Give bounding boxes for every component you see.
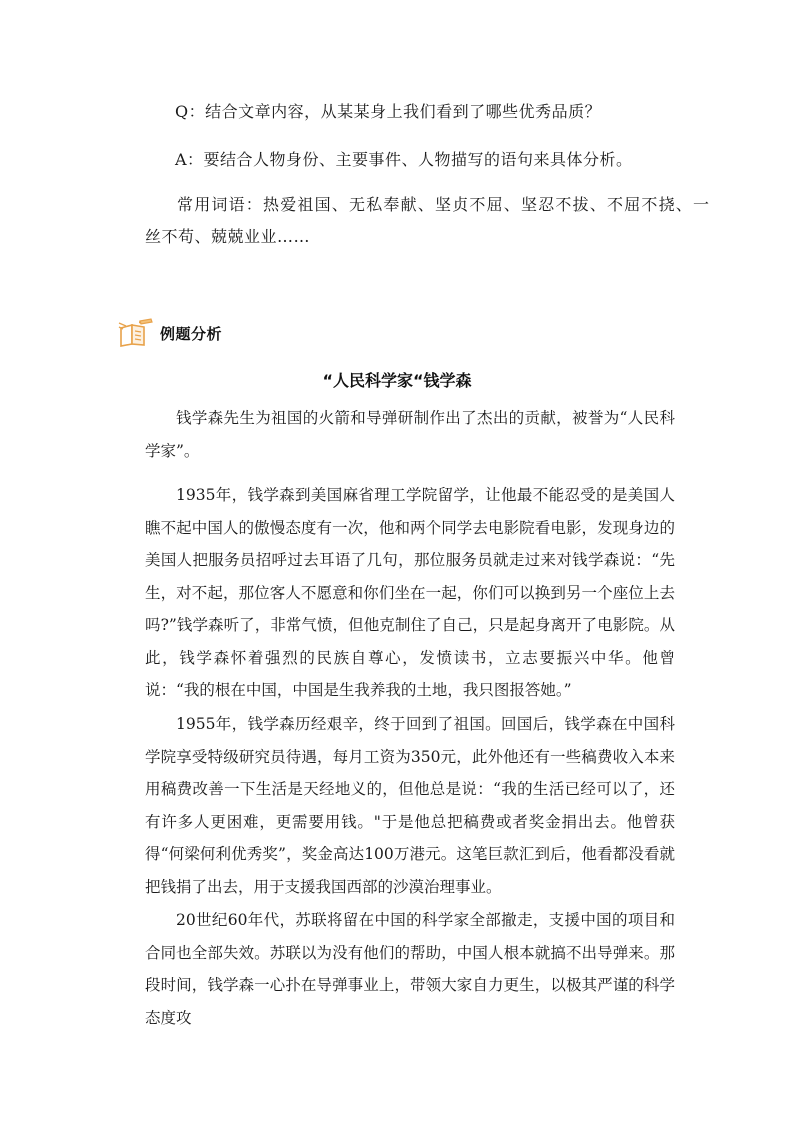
section-header	[118, 315, 222, 351]
article-paragraph: 20世纪60年代，苏联将留在中国的科学家全部撤走，支援中国的项目和合同也全部失效。苏联以为没有他们的帮助，中国人根本就搞不出导弹来。那段时间，钱学森一心扑在导弹事业上，带领大家自力更生，以极其严谨的科学态度攻	[145, 911, 675, 1027]
article-paragraph: 1955年，钱学森历经艰辛，终于回到了祖国。回国后，钱学森在中国科学院享受特级研究员待遇，每月工资为350元，此外他还有一些稿费收入本来用稿费改善一下生活是天经地义的，但他总是说：“我的生活已经可以了，还有许多人更困难，更需要用钱。"于是他总把稿费或者奖金捐出去。他曾获得“何梁何利优秀奖”，奖金高达100万港元。这笔巨款汇到后，他看都没看就把钱捐了出去，用于支援我国西部的沙漠治理事业。	[145, 715, 675, 896]
article-title: “人民科学家“钱学森	[322, 371, 472, 390]
answer-text: A：要结合人物身份、主要事件、人物描写的语句来具体分析。	[175, 150, 633, 169]
book-pencil-icon	[118, 318, 154, 348]
common-words-line-2: 丝不苟、兢兢业业……	[145, 227, 311, 246]
section-title: 例题分析	[160, 324, 223, 343]
article-paragraph: 钱学森先生为祖国的火箭和导弹研制作出了杰出的贡献，被誉为“人民科学家”。	[145, 409, 675, 460]
question-text: Q：结合文章内容，从某某身上我们看到了哪些优秀品质？	[175, 102, 602, 121]
common-words-line-1: 常用词语：热爱祖国、无私奉献、坚贞不屈、坚忍不拔、不屈不挠、一	[177, 195, 711, 214]
article-paragraph: 1935年，钱学森到美国麻省理工学院留学，让他最不能忍受的是美国人瞧不起中国人的傲慢态度有一次，他和两个同学去电影院看电影，发现身边的美国人把服务员招呼过去耳语了几句，那位服务员就走过来对钱学森说：“先生，对不起，那位客人不愿意和你们坐在一起，你们可以换到另一个座位上去吗?”钱学森听了，非常气愤，但他克制住了自己，只是起身离开了电影院。从此，钱学森怀着强烈的民族自尊心，发愤读书，立志要振兴中华。他曾说：“我的根在中国，中国是生我养我的土地，我只图报答她。”	[145, 486, 675, 699]
